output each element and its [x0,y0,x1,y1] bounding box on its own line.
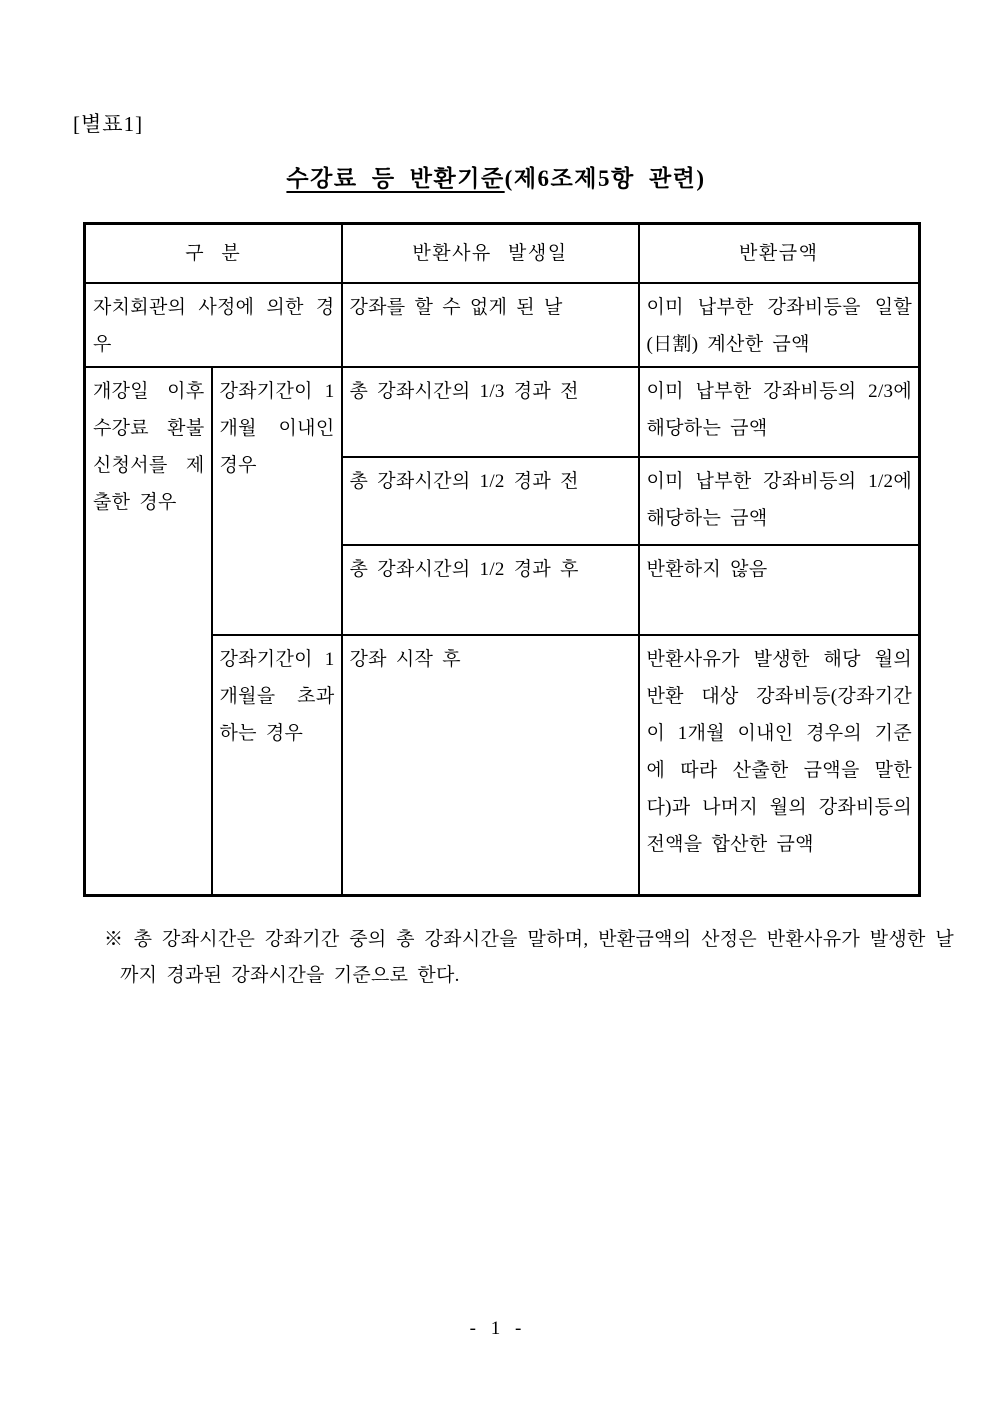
header-category: 구 분 [85,224,342,283]
page-title [0,160,992,193]
table-row [85,367,920,457]
page-title-main: 수강료 등 반환기준 [286,166,505,191]
cell-over-month-reason-date: 강좌 시작 후 [342,635,639,896]
cell-facility-category: 자치회관의 사정에 의한 경우 [85,283,342,367]
footnote: ※ 총 강좌시간은 강좌기간 중의 총 강좌시간을 말하며, 반환금액의 산정은 반환사유가 발생한 날까지 경과된 강좌시간을 기준으로 한다. [104,929,954,986]
cell-within-case2-reason-date: 총 강좌시간의 1/2 경과 전 [342,457,639,545]
header-reason-date: 반환사유 발생일 [342,224,639,283]
table-row [85,283,920,367]
cell-after-open-category: 개강일 이후 수강료 환불 신청서를 제출한 경우 [85,367,212,896]
cell-within-month-label: 강좌기간이 1개월 이내인 경우 [212,367,342,635]
page-title-suffix: (제6조제5항 관련) [504,166,706,191]
cell-over-month-amount: 반환사유가 발생한 해당 월의 반환 대상 강좌비등(강좌기간이 1개월 이내인 경우의 기준에 따라 산출한 금액을 말한다)과 나머지 월의 강좌비등의 전액을 합산한 금액 [639,635,920,896]
cell-within-case2-amount: 이미 납부한 강좌비등의 1/2에 해당하는 금액 [639,457,920,545]
cell-within-case1-amount: 이미 납부한 강좌비등의 2/3에 해당하는 금액 [639,367,920,457]
table-header-row [85,224,920,283]
cell-within-case3-reason-date: 총 강좌시간의 1/2 경과 후 [342,545,639,635]
header-amount: 반환금액 [639,224,920,283]
refund-table [83,222,921,897]
cell-over-month-label: 강좌기간이 1개월을 초과하는 경우 [212,635,342,896]
annex-label: [별표1] [73,112,144,136]
cell-within-case1-reason-date: 총 강좌시간의 1/3 경과 전 [342,367,639,457]
cell-facility-amount: 이미 납부한 강좌비등을 일할(日割) 계산한 금액 [639,283,920,367]
cell-within-case3-amount: 반환하지 않음 [639,545,920,635]
page-number: - 1 - [469,1318,523,1339]
cell-facility-reason-date: 강좌를 할 수 없게 된 날 [342,283,639,367]
